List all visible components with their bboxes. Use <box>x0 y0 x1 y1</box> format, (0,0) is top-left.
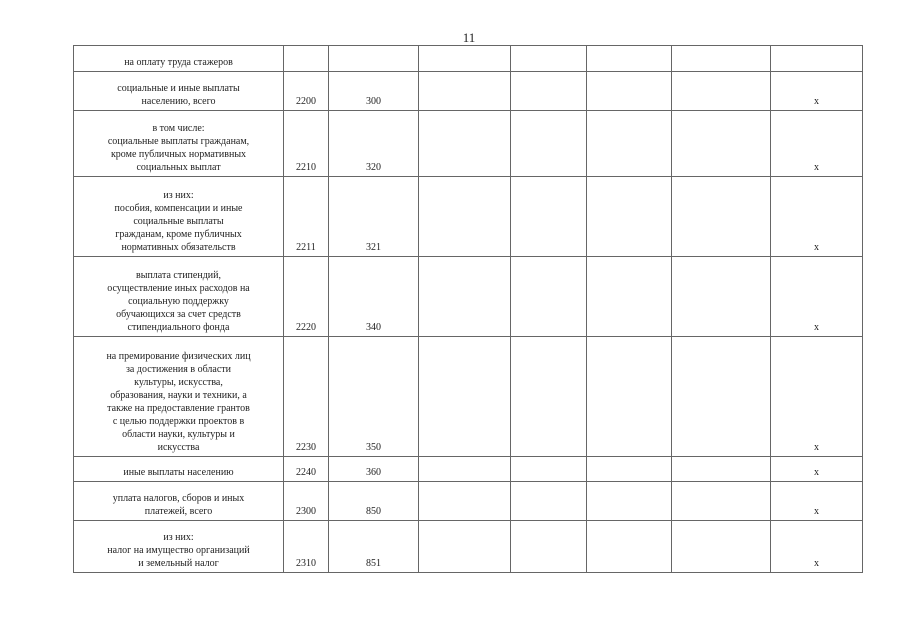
empty-cell <box>587 457 672 482</box>
row-kosgu-cell: 850 <box>329 482 419 521</box>
empty-cell <box>511 72 587 111</box>
row-last-cell: x <box>771 482 863 521</box>
empty-cell <box>672 111 771 177</box>
row-name-cell: из них: налог на имущество организаций и земельный налог <box>74 521 284 573</box>
empty-cell <box>672 257 771 337</box>
empty-cell <box>511 337 587 457</box>
empty-cell <box>511 177 587 257</box>
row-code-cell: 2200 <box>284 72 329 111</box>
empty-cell <box>587 46 672 72</box>
empty-cell <box>587 72 672 111</box>
row-kosgu-cell: 340 <box>329 257 419 337</box>
empty-cell <box>419 337 511 457</box>
row-name-cell: из них: пособия, компенсации и иные социальные выплаты гражданам, кроме публичных нормативных обязательств <box>74 177 284 257</box>
empty-cell <box>672 521 771 573</box>
row-kosgu-cell: 350 <box>329 337 419 457</box>
empty-cell <box>511 46 587 72</box>
empty-cell <box>672 46 771 72</box>
empty-cell <box>587 257 672 337</box>
table-row <box>74 46 863 72</box>
empty-cell <box>672 177 771 257</box>
empty-cell <box>419 521 511 573</box>
row-name-cell: на оплату труда стажеров <box>74 46 284 72</box>
row-code-cell <box>284 46 329 72</box>
row-last-cell: x <box>771 337 863 457</box>
row-kosgu-cell: 321 <box>329 177 419 257</box>
row-code-cell: 2300 <box>284 482 329 521</box>
row-kosgu-cell: 320 <box>329 111 419 177</box>
row-code-cell: 2211 <box>284 177 329 257</box>
row-last-cell <box>771 46 863 72</box>
row-code-cell: 2210 <box>284 111 329 177</box>
row-name-cell: иные выплаты населению <box>74 457 284 482</box>
row-name-cell: в том числе: социальные выплаты гражданам, кроме публичных нормативных социальных выплат <box>74 111 284 177</box>
row-name-cell: выплата стипендий, осуществление иных расходов на социальную поддержку обучающихся за счет средств стипендиального фонда <box>74 257 284 337</box>
table-row <box>74 521 863 573</box>
expense-table <box>73 45 863 573</box>
empty-cell <box>419 111 511 177</box>
row-code-cell: 2220 <box>284 257 329 337</box>
table-row <box>74 337 863 457</box>
empty-cell <box>672 457 771 482</box>
row-kosgu-cell: 851 <box>329 521 419 573</box>
row-kosgu-cell: 300 <box>329 72 419 111</box>
row-code-cell: 2230 <box>284 337 329 457</box>
empty-cell <box>419 72 511 111</box>
row-kosgu-cell <box>329 46 419 72</box>
empty-cell <box>587 521 672 573</box>
row-name-cell: уплата налогов, сборов и иных платежей, всего <box>74 482 284 521</box>
row-last-cell: x <box>771 72 863 111</box>
empty-cell <box>511 521 587 573</box>
row-name-cell: социальные и иные выплаты населению, всего <box>74 72 284 111</box>
empty-cell <box>419 46 511 72</box>
empty-cell <box>587 482 672 521</box>
page-number: 11 <box>462 30 476 45</box>
row-last-cell: x <box>771 457 863 482</box>
empty-cell <box>672 337 771 457</box>
table-row <box>74 177 863 257</box>
empty-cell <box>419 482 511 521</box>
empty-cell <box>419 457 511 482</box>
empty-cell <box>511 257 587 337</box>
table-row <box>74 457 863 482</box>
row-last-cell: x <box>771 177 863 257</box>
empty-cell <box>587 111 672 177</box>
row-name-cell: на премирование физических лиц за достижения в области культуры, искусства, образования, науки и техники, а также на предоставление грантов с целью поддержки проектов в области науки, культуры и искусства <box>74 337 284 457</box>
row-last-cell: x <box>771 111 863 177</box>
row-kosgu-cell: 360 <box>329 457 419 482</box>
empty-cell <box>511 457 587 482</box>
empty-cell <box>587 177 672 257</box>
row-last-cell: x <box>771 257 863 337</box>
empty-cell <box>672 72 771 111</box>
table-row <box>74 257 863 337</box>
row-last-cell: x <box>771 521 863 573</box>
empty-cell <box>419 177 511 257</box>
empty-cell <box>587 337 672 457</box>
row-code-cell: 2310 <box>284 521 329 573</box>
row-code-cell: 2240 <box>284 457 329 482</box>
empty-cell <box>419 257 511 337</box>
table-row <box>74 482 863 521</box>
empty-cell <box>511 111 587 177</box>
empty-cell <box>672 482 771 521</box>
empty-cell <box>511 482 587 521</box>
table-row <box>74 111 863 177</box>
table-row <box>74 72 863 111</box>
